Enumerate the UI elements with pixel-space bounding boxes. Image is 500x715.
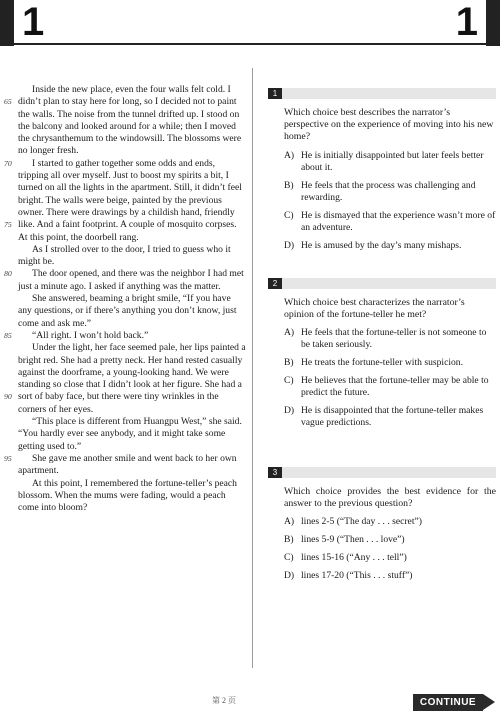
choice-text: lines 15-16 (“Any . . . tell”)	[301, 552, 407, 564]
answer-choice-c[interactable]	[284, 552, 496, 564]
choice-letter: B)	[284, 357, 294, 369]
choice-text: He is disappointed that the fortune-teller makes vague predictions.	[301, 405, 484, 429]
choice-letter: B)	[284, 179, 294, 191]
line-number: 85	[4, 331, 12, 340]
passage-paragraph: I started to gather together some odds and ends, tripping all over myself. Just to boost my spirits a bit, I turned on all the lights in the apartment. Still, it didn’t feel bright. The walls were beige, painted by the previous owner. There were drawings by a childish hand, friendly like. And a faint footprint. A couple of mosquito corpses. At this point, the doorbell rang.	[18, 157, 242, 243]
reading-passage	[4, 84, 246, 514]
choice-letter: C)	[284, 209, 294, 221]
answer-choice-b[interactable]	[284, 534, 496, 546]
passage-paragraph: As I strolled over to the door, I tried to guess who it might be.	[18, 243, 231, 268]
question-header	[268, 88, 496, 99]
answer-choice-a[interactable]	[284, 516, 496, 528]
passage-paragraph: The door opened, and there was the neighbor I had met just a minute ago. I asked if anything was the matter.	[18, 268, 244, 292]
answer-choice-d[interactable]	[284, 240, 496, 252]
passage-paragraph: “All right. I won’t hold back.”	[32, 329, 149, 341]
answer-choice-a[interactable]	[284, 327, 496, 351]
question-number-badge: 1	[268, 88, 282, 99]
section-number-left: 1	[22, 0, 45, 44]
choice-letter: D)	[284, 239, 295, 251]
page-number: 第 2 页	[212, 696, 236, 705]
question-stem: Which choice provides the best evidence for the answer to the previous question?	[284, 486, 496, 510]
answer-choice-a[interactable]	[284, 150, 496, 174]
answer-choice-d[interactable]	[284, 570, 496, 582]
question-header	[268, 278, 496, 289]
choice-letter: D)	[284, 405, 295, 417]
answer-choice-c[interactable]	[284, 210, 496, 234]
section-tab-right	[486, 0, 500, 46]
choice-text: lines 5-9 (“Then . . . love”)	[301, 534, 405, 546]
arrow-right-icon[interactable]	[483, 694, 495, 710]
choice-letter: A)	[284, 516, 295, 528]
question-number-badge: 3	[268, 467, 282, 478]
passage-paragraph: Under the light, her face seemed pale, her lips painted a bright red. She had a pretty neck. Her hand rested casually against the doorframe, a young-looking hand. We were standing so close that I didn’t look at her figure. She had a sort of baby face, but there were tiny wrinkles in the corners of her eyes.	[18, 342, 246, 415]
line-number: 65	[4, 97, 12, 106]
choice-text: lines 2-5 (“The day . . . secret”)	[301, 516, 422, 528]
line-number: 90	[4, 392, 12, 401]
question-number-badge: 2	[268, 278, 282, 289]
choice-letter: A)	[284, 327, 295, 339]
choice-text: lines 17-20 (“This . . . stuff”)	[301, 570, 413, 582]
section-header	[0, 0, 500, 46]
choice-text: He treats the fortune-teller with suspicion.	[301, 357, 463, 369]
choice-text: He feels that the fortune-teller is not someone to be taken seriously.	[301, 327, 487, 351]
question-column	[268, 88, 496, 588]
line-number: 80	[4, 269, 12, 278]
line-number: 70	[4, 159, 12, 168]
choice-letter: D)	[284, 570, 295, 582]
question-stem: Which choice best describes the narrator’s perspective on the experience of moving into his new home?	[284, 107, 494, 143]
choice-text: He believes that the fortune-teller may be able to predict the future.	[301, 375, 489, 399]
column-divider	[252, 68, 253, 668]
passage-paragraph: She answered, beaming a bright smile, “If you have any questions, or if there’s anything you don’t know, just come and ask me.”	[18, 293, 237, 329]
question-header	[268, 467, 496, 478]
choice-letter: B)	[284, 534, 294, 546]
choice-text: He is initially disappointed but later feels better about it.	[301, 149, 484, 173]
section-number-right: 1	[455, 0, 478, 44]
question-2	[268, 278, 496, 429]
choice-letter: C)	[284, 552, 294, 564]
choice-text: He is dismayed that the experience wasn’t more of an adventure.	[301, 209, 496, 233]
choice-letter: C)	[284, 375, 294, 387]
question-3	[268, 467, 496, 582]
answer-choice-c[interactable]	[284, 375, 496, 399]
line-number: 95	[4, 454, 12, 463]
passage-paragraph: “This place is different from Huangpu West,” she said. “You hardly ever see anybody, and it might take some getting used to.”	[18, 416, 242, 452]
choice-text: He feels that the process was challenging and rewarding.	[301, 179, 476, 203]
line-number: 75	[4, 220, 12, 229]
answer-choice-b[interactable]	[284, 357, 496, 369]
choice-text: He is amused by the day’s many mishaps.	[301, 239, 462, 251]
passage-paragraph: At this point, I remembered the fortune-teller’s peach blossom. When the mums were fading, would a peach come into bloom?	[18, 477, 237, 514]
header-rule	[0, 43, 500, 45]
continue-button[interactable]: CONTINUE	[413, 694, 483, 711]
passage-paragraph: She gave me another smile and went back to her own apartment.	[18, 452, 237, 477]
section-tab-left	[0, 0, 14, 46]
answer-choice-b[interactable]	[284, 180, 496, 204]
question-1	[268, 88, 496, 252]
answer-choice-d[interactable]	[284, 405, 496, 429]
passage-paragraph: Inside the new place, even the four walls felt cold. I didn’t plan to stay here for long, so I decided not to paint the walls. The noise from the tunnel drifted up. I stood on the balcony and looked around for a while; then I moved the chrysanthemum to the windowsill. The blossoms were no longer fresh.	[18, 84, 242, 157]
question-stem: Which choice best characterizes the narrator’s opinion of the fortune-teller he met?	[284, 296, 465, 320]
choice-letter: A)	[284, 149, 295, 161]
